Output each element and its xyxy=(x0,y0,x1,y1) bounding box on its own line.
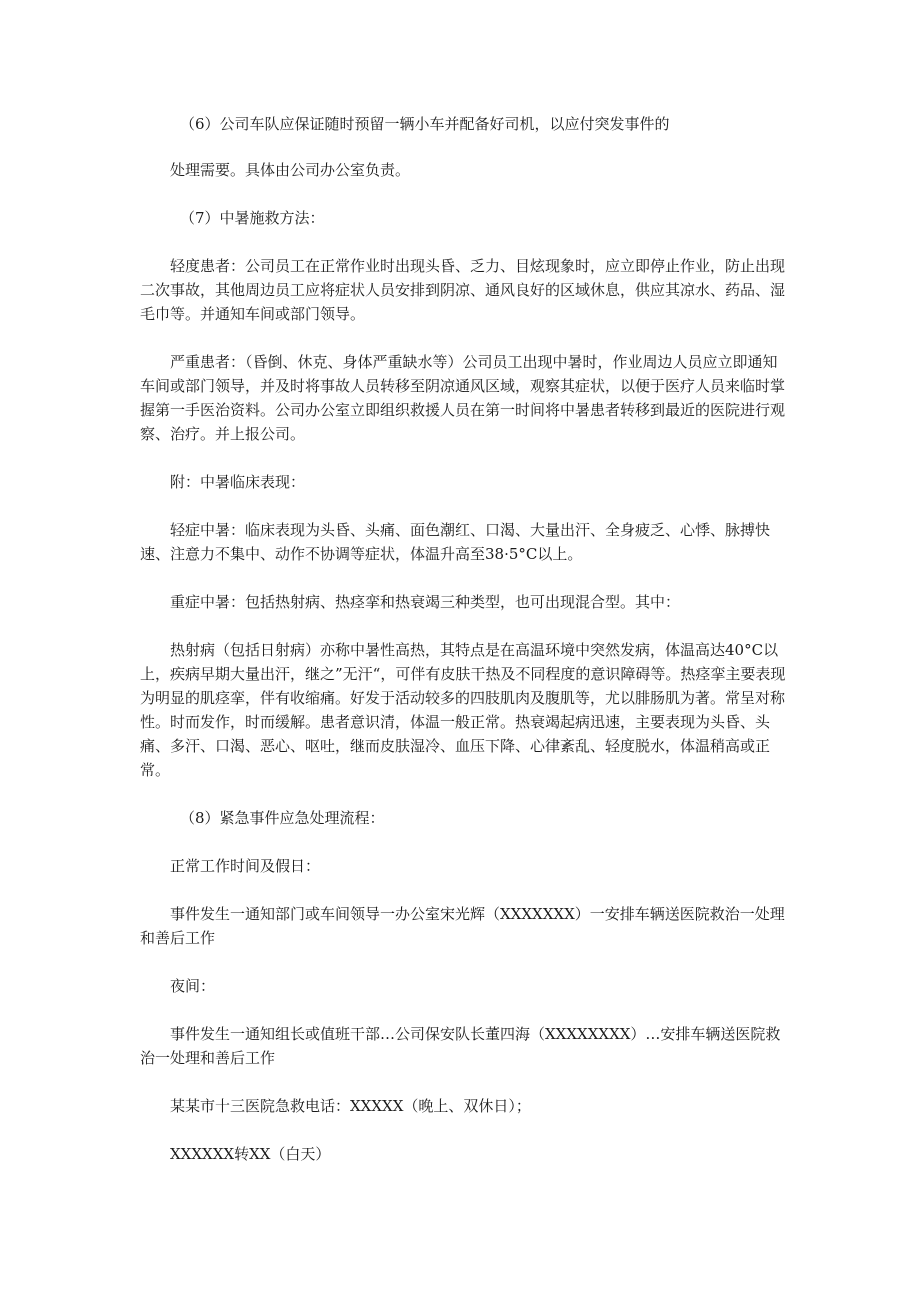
paragraph-mild-heatstroke: 轻症中暑：临床表现为头昏、头痛、面色潮红、口渴、大量出汗、全身疲乏、心悸、脉搏快速、注意力不集中、动作不协调等症状，体温升高至38·5°C以上。 xyxy=(140,521,771,563)
paragraph-normal-hours: 正常工作时间及假日： xyxy=(170,857,321,875)
paragraph-appendix-heading: 附：中暑临床表现： xyxy=(170,473,306,491)
paragraph-daytime-phone: XXXXXX转XX（白天） xyxy=(170,1145,331,1163)
paragraph-item-6-cont: 处理需要。具体由公司办公室负责。 xyxy=(170,161,411,179)
paragraph-heatstroke-details: 热射病（包括日射病）亦称中暑性高热，其特点是在高温环境中突然发病，体温高达40°C以上，疾病早期大量出汗，继之”无汗“，可伴有皮肤干热及不同程度的意识障碍等。热痉挛主要表现为明显的肌痉挛，伴有收缩痛。好发于活动较多的四肢肌肉及腹肌等，尤以腓肠肌为著。常呈对称性。时而发作，时而缓解。患者意识清，体温一般正常。热衰竭起病迅速，主要表现为头昏、头痛、多汗、口渴、恶心、呕吐，继而皮肤湿冷、血压下降、心律紊乱、轻度脱水，体温稍高或正常。 xyxy=(140,641,786,779)
paragraph-severe-patients: 严重患者：（昏倒、休克、身体严重缺水等）公司员工出现中暑时，作业周边人员应立即通知车间或部门领导，并及时将事故人员转移至阴凉通风区域，观察其症状，以便于医疗人员来临时掌握第一手医治资料。公司办公室立即组织救援人员在第一时间将中暑患者转移到最近的医院进行观察、治疗。并上报公司。 xyxy=(140,353,786,443)
paragraph-item-6: （6）公司车队应保证随时预留一辆小车并配备好司机，以应付突发事件的 xyxy=(180,115,670,133)
paragraph-night-flow: 事件发生一通知组长或值班干部…公司保安队长董四海（XXXXXXXX）…安排车辆送医院救治一处理和善后工作 xyxy=(140,1025,781,1067)
paragraph-item-8-heading: （8）紧急事件应急处理流程： xyxy=(180,809,385,827)
paragraph-severe-heatstroke: 重症中暑：包括热射病、热痉挛和热衰竭三种类型，也可出现混合型。其中： xyxy=(170,593,681,611)
paragraph-mild-patients: 轻度患者：公司员工在正常作业时出现头昏、乏力、目炫现象时，应立即停止作业，防止出现二次事故，其他周边员工应将症状人员安排到阴凉、通风良好的区域休息，供应其凉水、药品、湿毛巾等。并通知车间或部门领导。 xyxy=(140,257,786,323)
paragraph-hospital-phone: 某某市十三医院急救电话：XXXXX（晚上、双休日）； xyxy=(170,1097,531,1115)
paragraph-daytime-flow: 事件发生一通知部门或车间领导一办公室宋光辉（XXXXXXX）一安排车辆送医院救治一处理和善后工作 xyxy=(140,905,785,947)
paragraph-item-7-heading: （7）中暑施救方法： xyxy=(180,209,325,227)
paragraph-night-heading: 夜间： xyxy=(170,977,216,995)
